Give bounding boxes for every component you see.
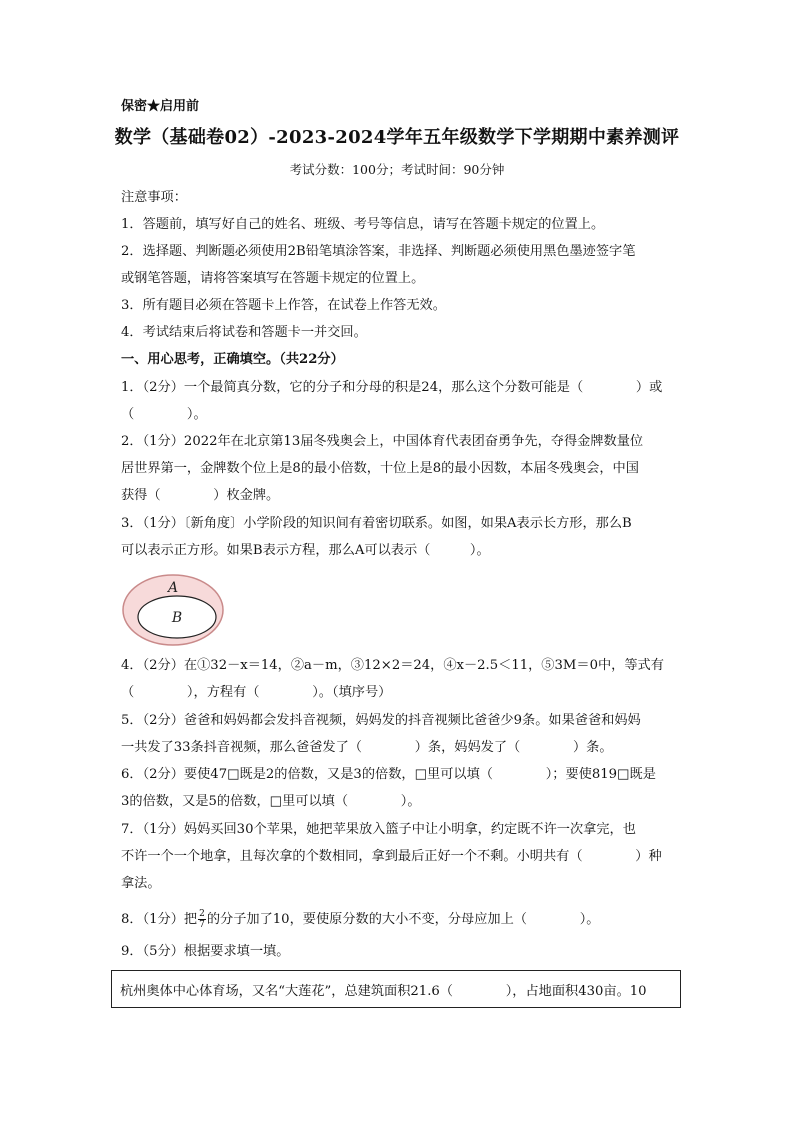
exam-title: 数学（基础卷02）-2023-2024学年五年级数学下学期期中素养测评 xyxy=(114,127,680,148)
question-5-line: 5．（2分）爸爸和妈妈都会发抖音视频，妈妈发的抖音视频比爸爸少9条。如果爸爸和妈妈 xyxy=(121,713,641,728)
note-item: 3．所有题目必须在答题卡上作答，在试卷上作答无效。 xyxy=(121,298,446,313)
question-8-before: 8．（1分）把 xyxy=(121,912,198,927)
fraction-denominator: 7 xyxy=(199,920,205,930)
fraction xyxy=(198,909,206,930)
fraction-numerator: 2 xyxy=(199,909,205,919)
question-3-line: 3．（1分）〔新角度〕小学阶段的知识间有着密切联系。如图，如果A表示长方形，那么B xyxy=(121,516,632,531)
notes-heading: 注意事项： xyxy=(121,190,187,205)
question-6-line: 6．（2分）要使47□既是2的倍数，又是3的倍数，□里可以填（ ）；要使819□既是 xyxy=(121,767,656,782)
venn-label-b: B xyxy=(171,610,183,626)
question-2-line: 居世界第一，金牌数个位上是8的最小倍数，十位上是8的最小因数，本届冬残奥会，中国 xyxy=(121,461,639,476)
question-4-line: 4．（2分）在①32－x＝14，②a－m，③12×2＝24，④x－2.5＜11，⑤3M＝0中，等式有 xyxy=(121,658,664,673)
note-item: 或钢笔答题，请将答案填写在答题卡规定的位置上。 xyxy=(121,271,425,286)
exam-info: 考试分数：100分；考试时间：90分钟 xyxy=(289,162,505,177)
venn-diagram xyxy=(121,573,226,648)
note-item: 2．选择题、判断题必须使用2B铅笔填涂答案，非选择、判断题必须使用黑色墨迹签字笔 xyxy=(121,244,636,259)
question-1-line: （ ）。 xyxy=(121,407,207,422)
question-8-after: 的分子加了10，要使原分数的大小不变，分母应加上（ ）。 xyxy=(206,912,600,927)
question-1-line: 1．（2分）一个最简真分数，它的分子和分母的积是24，那么这个分数可能是（ ）或 xyxy=(121,380,663,395)
question-3-line: 可以表示正方形。如果B表示方程，那么A可以表示（ ）。 xyxy=(121,543,490,558)
question-9-box-text: 杭州奥体中心体育场，又名“大莲花”，总建筑面积21.6（ ），占地面积430亩。10 xyxy=(120,984,647,999)
question-2-line: 2．（1分）2022年在北京第13届冬残奥会上，中国体育代表团奋勇争先，夺得金牌数量位 xyxy=(121,434,644,449)
confidential-label: 保密★启用前 xyxy=(121,99,200,114)
question-2-line: 获得（ ）枚金牌。 xyxy=(121,488,280,503)
question-7-line: 不许一个一个地拿，且每次拿的个数相同，拿到最后正好一个不剩。小明共有（ ）种 xyxy=(121,849,662,864)
venn-label-a: A xyxy=(167,580,179,596)
question-5-line: 一共发了33条抖音视频，那么爸爸发了（ ）条，妈妈发了（ ）条。 xyxy=(121,740,613,755)
section-heading: 一、用心思考，正确填空。（共22分） xyxy=(121,352,344,367)
question-9-line: 9．（5分）根据要求填一填。 xyxy=(121,944,290,959)
question-8-line xyxy=(121,909,681,930)
question-6-line: 3的倍数，又是5的倍数，□里可以填（ ）。 xyxy=(121,794,421,809)
question-7-line: 7．（1分）妈妈买回30个苹果，她把苹果放入篮子中让小明拿，约定既不许一次拿完，也 xyxy=(121,822,636,837)
question-9-text-box xyxy=(111,970,681,1008)
note-item: 4．考试结束后将试卷和答题卡一并交回。 xyxy=(121,325,367,340)
note-item: 1．答题前，填写好自己的姓名、班级、考号等信息，请写在答题卡规定的位置上。 xyxy=(121,217,605,232)
question-7-line: 拿法。 xyxy=(121,876,161,891)
question-4-line: （ ），方程有（ ）。（填序号） xyxy=(121,685,392,700)
